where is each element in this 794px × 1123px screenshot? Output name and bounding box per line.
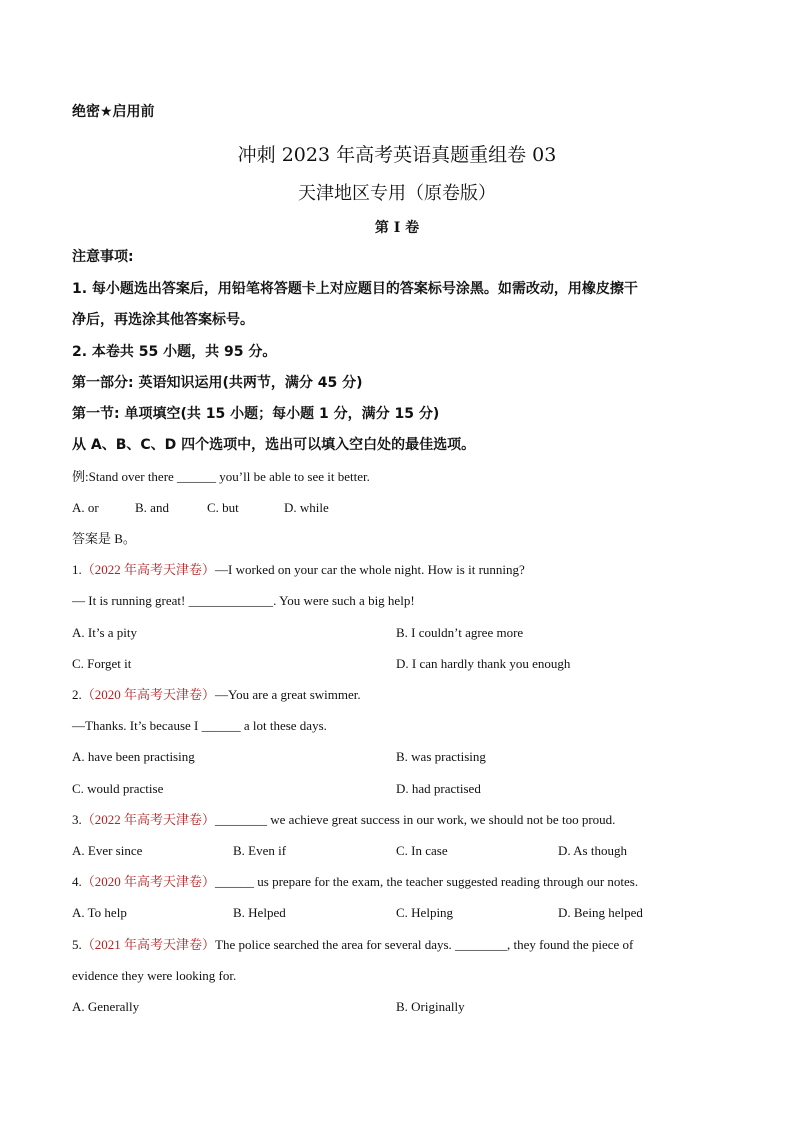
q2-option-b: B. was practising [396, 749, 486, 764]
notice-item-1-cont: 净后，再选涂其他答案标号。 [72, 312, 254, 328]
question-source: （2021 年高考天津卷） [81, 937, 216, 952]
question-stem: The police searched the area for several days. ________, they found the piece of [215, 937, 634, 952]
q2-option-d: D. had practised [396, 781, 481, 796]
question-source: （2020 年高考天津卷） [81, 874, 216, 889]
page-subtitle: 天津地区专用（原卷版） [298, 183, 496, 204]
example-option-a: A. or [72, 500, 99, 515]
question-4 [72, 873, 638, 891]
example-option-b: B. and [135, 500, 169, 515]
q5-option-b: B. Originally [396, 999, 465, 1014]
question-2 [72, 686, 361, 704]
question-number: 5. [72, 937, 82, 952]
page-title: 冲刺 2023 年高考英语真题重组卷 03 [237, 144, 557, 166]
q1-option-b: B. I couldn’t agree more [396, 625, 524, 640]
question-number: 2. [72, 687, 82, 702]
q2-option-a: A. have been practising [72, 749, 195, 764]
question-number: 4. [72, 874, 82, 889]
q4-option-b: B. Helped [233, 905, 286, 920]
volume-label: 第 I 卷 [374, 220, 420, 236]
notice-item-1: 1. 每小题选出答案后，用铅笔将答题卡上对应题目的答案标号涂黑。如需改动，用橡皮擦干 [72, 281, 638, 297]
notice-heading: 注意事项: [72, 249, 134, 265]
example-option-d: D. while [284, 500, 329, 515]
question-stem: —You are a great swimmer. [215, 687, 361, 702]
q4-option-a: A. To help [72, 905, 127, 920]
question-source: （2022 年高考天津卷） [81, 812, 216, 827]
question-3 [72, 811, 615, 829]
q3-option-b: B. Even if [233, 843, 287, 858]
notice-item-2: 2. 本卷共 55 小题，共 95 分。 [72, 344, 277, 360]
question-2-stem-2: —Thanks. It’s because I ______ a lot these days. [72, 718, 327, 733]
q2-option-c: C. would practise [72, 781, 164, 796]
question-5-stem-2: evidence they were looking for. [72, 968, 237, 983]
example-option-c: C. but [207, 500, 239, 515]
q3-option-d: D. As though [558, 843, 627, 858]
question-1 [72, 561, 525, 579]
question-1-stem-2: — It is running great! _____________. You were such a big help! [72, 593, 415, 608]
section-instruction: 从 A、B、C、D 四个选项中，选出可以填入空白处的最佳选项。 [72, 437, 476, 453]
question-stem: —I worked on your car the whole night. How is it running? [215, 562, 525, 577]
q3-option-c: C. In case [396, 843, 448, 858]
question-source: （2022 年高考天津卷） [81, 562, 216, 577]
question-source: （2020 年高考天津卷） [81, 687, 216, 702]
q3-option-a: A. Ever since [72, 843, 143, 858]
question-stem: ______ us prepare for the exam, the teacher suggested reading through our notes. [215, 874, 639, 889]
q1-option-d: D. I can hardly thank you enough [396, 656, 571, 671]
q1-option-a: A. It’s a pity [72, 625, 137, 640]
example-answer: 答案是 B。 [72, 531, 136, 546]
section-1-heading: 第一节: 单项填空(共 15 小题；每小题 1 分，满分 15 分) [72, 406, 440, 422]
question-number: 1. [72, 562, 82, 577]
q4-option-c: C. Helping [396, 905, 454, 920]
q5-option-a: A. Generally [72, 999, 140, 1014]
question-5 [72, 936, 633, 954]
example-question: 例:Stand over there ______ you’ll be able to see it better. [72, 469, 370, 484]
part-1-heading: 第一部分: 英语知识运用(共两节，满分 45 分) [72, 375, 363, 391]
q4-option-d: D. Being helped [558, 905, 643, 920]
confidential-label: 绝密★启用前 [72, 104, 155, 120]
question-number: 3. [72, 812, 82, 827]
q1-option-c: C. Forget it [72, 656, 132, 671]
question-stem: ________ we achieve great success in our work, we should not be too proud. [215, 812, 616, 827]
